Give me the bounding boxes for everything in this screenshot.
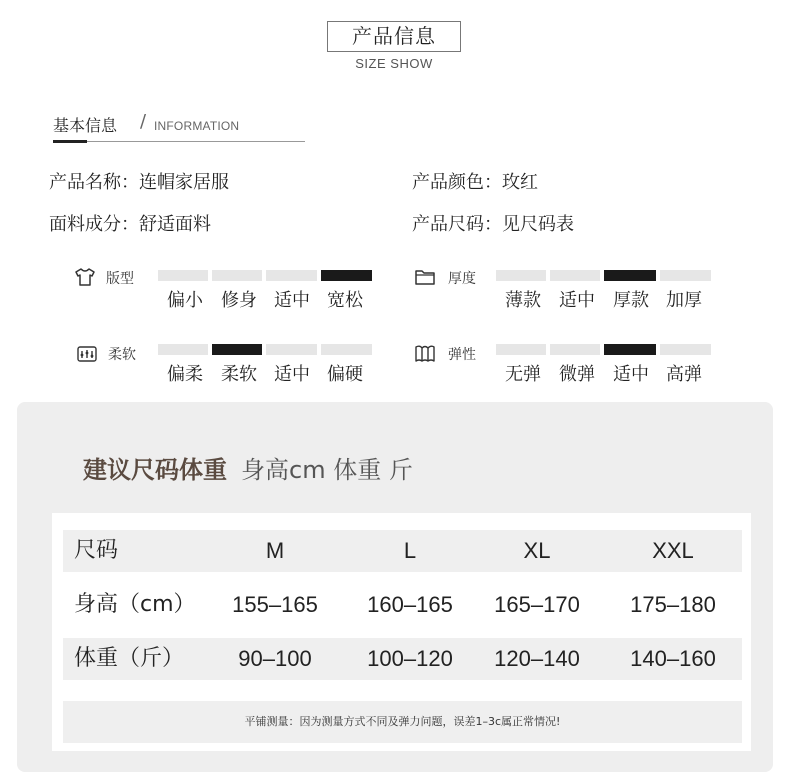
fit-option: 修身 — [221, 290, 257, 311]
section-divider-accent — [53, 140, 87, 143]
table-header-row — [63, 530, 742, 572]
elasticity-option: 适中 — [613, 364, 649, 385]
table-header-cell: XXL — [652, 538, 694, 563]
recommend-units: 身高cm 体重 斤 — [241, 456, 413, 484]
thickness-option: 厚款 — [613, 290, 649, 311]
softness-bar-1-selected — [212, 344, 262, 355]
thickness-label: 厚度 — [448, 271, 476, 287]
table-cell: 身高（cm） — [74, 592, 196, 617]
softness-bar-3 — [321, 344, 372, 355]
table-cell: 175–180 — [630, 592, 716, 617]
fit-bar-2 — [266, 270, 317, 281]
fit-bar-3-selected — [321, 270, 372, 281]
elasticity-bar-2-selected — [604, 344, 656, 355]
thickness-option: 加厚 — [666, 290, 702, 311]
section-divider — [53, 141, 305, 142]
table-header-cell: L — [403, 538, 417, 563]
softness-option: 偏柔 — [167, 364, 203, 385]
thickness-option: 适中 — [559, 290, 595, 311]
table-cell: 120–140 — [494, 646, 580, 671]
fabric-icon — [76, 343, 98, 365]
stretch-icon — [414, 342, 436, 364]
table-row — [63, 584, 742, 626]
measurement-note: 平铺测量：因为测量方式不同及弹力问题，误差1–3c属正常情况! — [63, 701, 742, 743]
fit-option: 偏小 — [167, 290, 203, 311]
softness-label: 柔软 — [108, 347, 136, 363]
table-cell: 100–120 — [367, 646, 453, 671]
recommend-title: 建议尺码体重 — [83, 456, 227, 484]
thickness-bar-0 — [496, 270, 546, 281]
elasticity-option: 微弹 — [559, 364, 595, 385]
product-info-subtitle: SIZE SHOW — [355, 56, 433, 71]
basic-info-slash: / — [140, 111, 147, 132]
table-cell: 140–160 — [630, 646, 716, 671]
table-cell: 160–165 — [367, 592, 453, 617]
fit-bar-0 — [158, 270, 208, 281]
table-header-cell: 尺码 — [74, 538, 119, 563]
elasticity-option: 无弹 — [505, 364, 541, 385]
recommend-heading — [83, 450, 413, 485]
thickness-bar-1 — [550, 270, 600, 281]
size-table — [52, 513, 751, 751]
table-cell: 体重（斤） — [74, 646, 185, 671]
product-info-title: 产品信息 — [327, 21, 461, 52]
fit-option: 宽松 — [327, 290, 363, 311]
softness-option: 柔软 — [221, 364, 257, 385]
table-cell: 155–165 — [232, 592, 318, 617]
softness-bar-0 — [158, 344, 208, 355]
softness-option: 适中 — [274, 364, 310, 385]
elasticity-bar-3 — [660, 344, 711, 355]
elasticity-label: 弹性 — [448, 347, 476, 363]
table-row — [63, 638, 742, 680]
tshirt-icon — [74, 266, 96, 288]
fit-label: 版型 — [106, 271, 134, 287]
softness-option: 偏硬 — [327, 364, 363, 385]
basic-info-subtitle: INFORMATION — [154, 119, 240, 133]
elasticity-option: 高弹 — [666, 364, 702, 385]
folder-icon — [414, 266, 436, 288]
product-name: 产品名称：连帽家居服 — [49, 172, 229, 193]
thickness-bar-2-selected — [604, 270, 656, 281]
product-fabric: 面料成分：舒适面料 — [49, 214, 211, 235]
softness-bar-2 — [266, 344, 317, 355]
table-cell: 165–170 — [494, 592, 580, 617]
elasticity-bar-1 — [550, 344, 600, 355]
table-header-cell: M — [265, 538, 285, 563]
basic-info-title: 基本信息 — [53, 116, 118, 135]
product-size: 产品尺码：见尺码表 — [412, 214, 574, 235]
elasticity-bar-0 — [496, 344, 546, 355]
table-header-cell: XL — [523, 538, 551, 563]
fit-option: 适中 — [274, 290, 310, 311]
thickness-option: 薄款 — [505, 290, 541, 311]
table-cell: 90–100 — [238, 646, 312, 671]
fit-bar-1 — [212, 270, 262, 281]
thickness-bar-3 — [660, 270, 711, 281]
product-color: 产品颜色：玫红 — [412, 172, 538, 193]
